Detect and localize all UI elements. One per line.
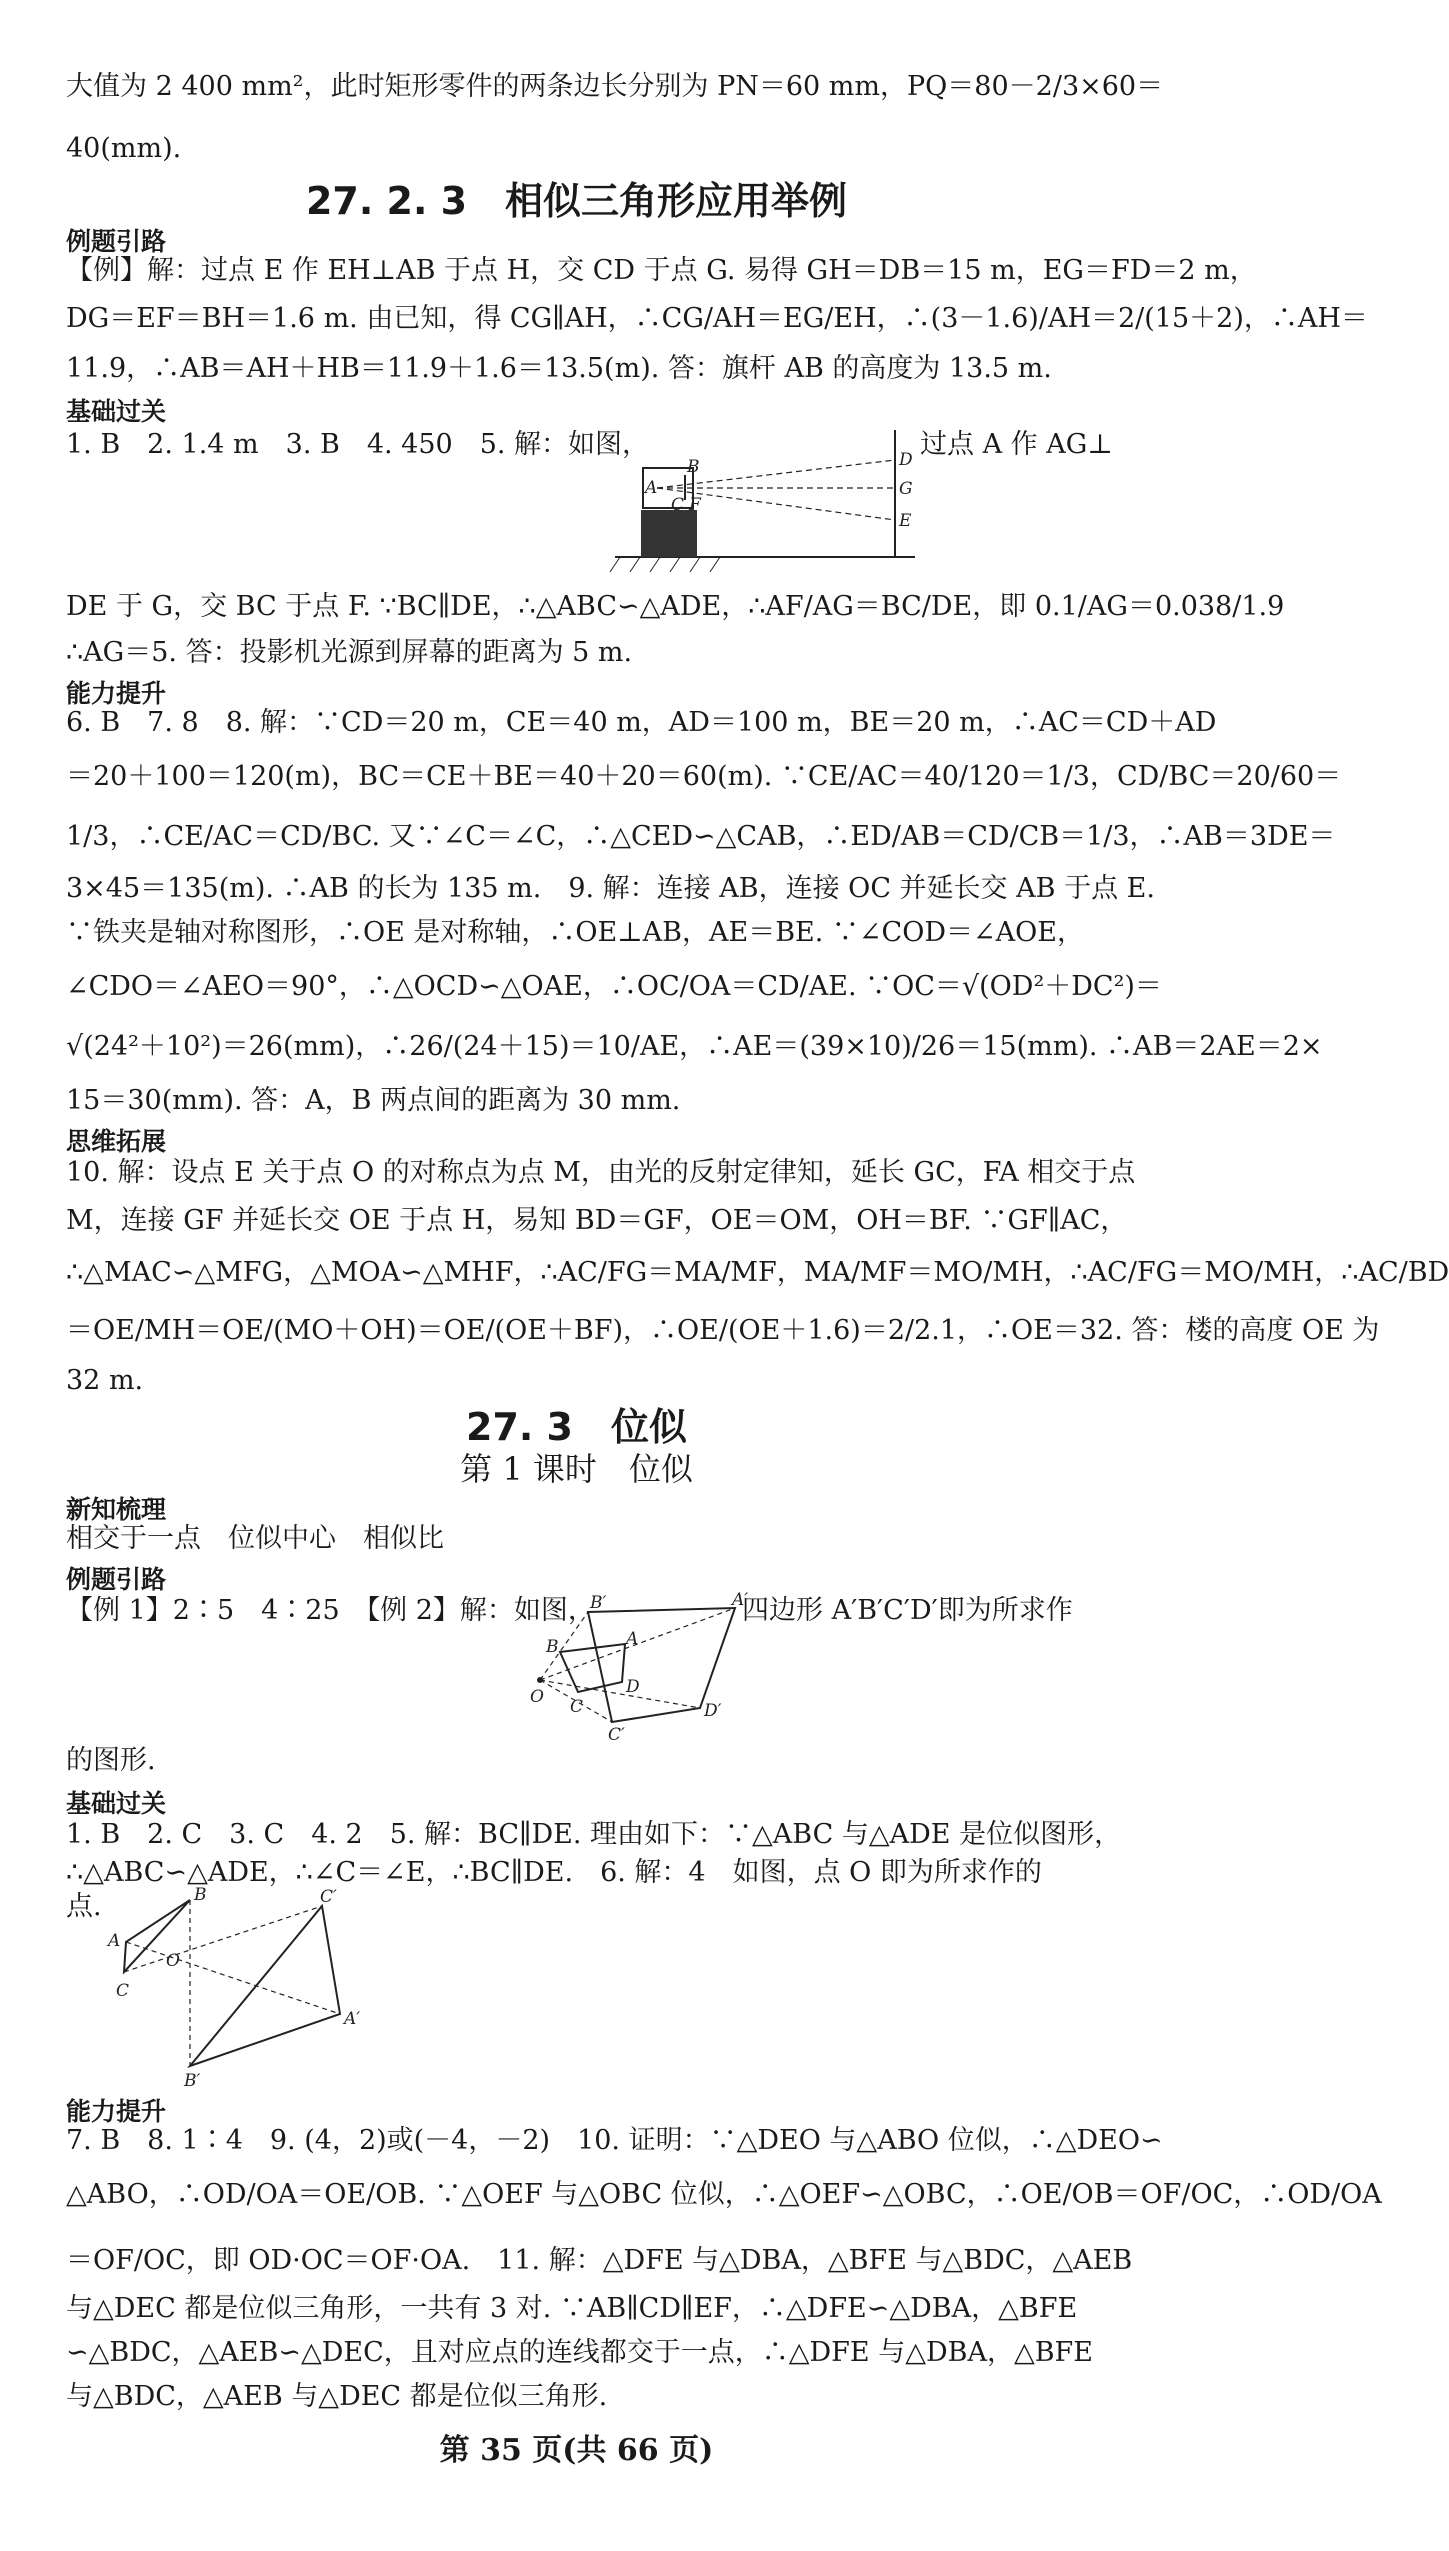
fig-label: B′ [590, 1593, 607, 1613]
fig-label: B′ [184, 2071, 201, 2091]
fig-label-c: C [671, 495, 685, 515]
fig-label: O [530, 1687, 544, 1707]
text-line: √(24²＋10²)＝26(mm)，∴26/(24＋15)＝10/AE，∴AE＝(39×10)/26＝15(mm). ∴AB＝2AE＝2× [66, 1031, 1323, 1062]
section-heading: 思维拓展 [66, 1127, 167, 1156]
fig-label-g: G [899, 479, 913, 499]
text-line: 1/3，∴CE/AC＝CD/BC. 又∵∠C＝∠C，∴△CED∽△CAB，∴ED/AB＝CD/CB＝1/3，∴AB＝3DE＝ [66, 821, 1336, 852]
fig-label: C [570, 1697, 584, 1717]
text-line: 6. B 7. 8 8. 解：∵CD＝20 m，CE＝40 m，AD＝100 m，BE＝20 m，∴AC＝CD＋AD [66, 707, 1217, 738]
text-line: ＝20＋100＝120(m)，BC＝CE＋BE＝40＋20＝60(m). ∵CE/AC＝40/120＝1/3，CD/BC＝20/60＝ [66, 761, 1342, 792]
text-line: △ABO，∴OD/OA＝OE/OB. ∵△OEF 与△OBC 位似，∴△OEF∽△OBC，∴OE/OB＝OF/OC，∴OD/OA [66, 2179, 1382, 2210]
text-line: ∴AG＝5. 答：投影机光源到屏幕的距离为 5 m. [66, 637, 633, 668]
fig-label: A [626, 1629, 639, 1649]
text-line: 相交于一点 位似中心 相似比 [66, 1523, 444, 1554]
text-line: 【例 1】2∶5 4∶25 【例 2】解：如图， [66, 1595, 595, 1626]
section-title: 27. 3 位似 [466, 1405, 687, 1449]
text-line: 与△DEC 都是位似三角形，一共有 3 对. ∵AB∥CD∥EF，∴△DFE∽△DBA，△BFE [66, 2293, 1078, 2324]
fig-label: B [194, 1885, 207, 1905]
section-heading: 基础过关 [66, 1789, 167, 1818]
fig-label: D′ [704, 1701, 722, 1721]
text-line: M，连接 GF 并延长交 OE 于点 H，易知 BD＝GF，OE＝OM，OH＝BF. ∵GF∥AC， [66, 1205, 1128, 1236]
homothety-figure-1 [530, 1580, 749, 1745]
section-heading: 例题引路 [66, 227, 167, 256]
text-line: 11.9，∴AB＝AH＋HB＝11.9＋1.6＝13.5(m). 答：旗杆 AB 的高度为 13.5 m. [66, 353, 1052, 384]
fig-label: A [108, 1931, 121, 1951]
fig-label: C′ [320, 1887, 337, 1907]
section-heading: 例题引路 [66, 1565, 167, 1594]
text-line: ＝OE/MH＝OE/(MO＋OH)＝OE/(OE＋BF)，∴OE/(OE＋1.6)＝2/2.1，∴OE＝32. 答：楼的高度 OE 为 [66, 1315, 1380, 1346]
text-line: 1. B 2. C 3. C 4. 2 5. 解：BC∥DE. 理由如下：∵△ABC 与△ADE 是位似图形， [66, 1819, 1122, 1850]
section-heading: 新知梳理 [66, 1495, 167, 1524]
fig-label: C [116, 1981, 130, 2001]
text-line: 32 m. [66, 1365, 144, 1396]
text-line: 15＝30(mm). 答：A，B 两点间的距离为 30 mm. [66, 1085, 681, 1116]
text-line: ∠CDO＝∠AEO＝90°，∴△OCD∽△OAE，∴OC/OA＝CD/AE. ∵OC＝√(OD²＋DC²)＝ [66, 971, 1162, 1002]
text-line: 四边形 A′B′C′D′即为所求作 [742, 1595, 1073, 1626]
text-line: ∽△BDC，△AEB∽△DEC，且对应点的连线都交于一点，∴△DFE 与△DBA，△BFE [66, 2337, 1093, 2368]
text-line: 3×45＝135(m). ∴AB 的长为 135 m. 9. 解：连接 AB，连接 OC 并延长交 AB 于点 E. [66, 873, 1155, 904]
section-title: 27. 2. 3 相似三角形应用举例 [305, 179, 848, 223]
fig-label: A′ [732, 1590, 749, 1610]
fig-label-b: B [687, 457, 700, 477]
text-line: 的图形. [66, 1745, 156, 1776]
text-line: 【例】解：过点 E 作 EH⊥AB 于点 H，交 CD 于点 G. 易得 GH＝DB＝15 m，EG＝FD＝2 m， [66, 255, 1257, 286]
section-heading: 能力提升 [66, 679, 167, 708]
text-line: 40(mm). [66, 133, 182, 164]
text-line: 1. B 2. 1.4 m 3. B 4. 450 5. 解：如图， [66, 429, 650, 460]
homothety-figure-2 [100, 1885, 380, 2093]
text-line: 大值为 2 400 mm²，此时矩形零件的两条边长分别为 PN＝60 mm，PQ＝80－2/3×60＝ [66, 71, 1164, 102]
fig-label: C′ [608, 1725, 625, 1745]
section-heading: 基础过关 [66, 397, 167, 426]
fig-label: D [626, 1677, 640, 1697]
text-line: ＝OF/OC，即 OD·OC＝OF·OA. 11. 解：△DFE 与△DBA，△BFE 与△BDC，△AEB [66, 2245, 1133, 2276]
fig-label-a: A [645, 478, 658, 498]
fig-label: A′ [344, 2009, 361, 2029]
text-line: ∴△ABC∽△ADE，∴∠C＝∠E，∴BC∥DE. 6. 解：4 如图，点 O 即为所求作的 [66, 1857, 1042, 1888]
text-line: 10. 解：设点 E 关于点 O 的对称点为点 M，由光的反射定律知，延长 GC，FA 相交于点 [66, 1157, 1136, 1188]
text-line: 与△BDC，△AEB 与△DEC 都是位似三角形. [66, 2381, 608, 2412]
fig-label: B [546, 1637, 559, 1657]
text-line: ∴△MAC∽△MFG，△MOA∽△MHF，∴AC/FG＝MA/MF，MA/MF＝MO/MH，∴AC/FG＝MO/MH，∴AC/BD [66, 1257, 1449, 1288]
fig-label-f: F [689, 495, 701, 515]
fig-label-e: E [899, 511, 912, 531]
text-line: ∵铁夹是轴对称图形，∴OE 是对称轴，∴OE⊥AB，AE＝BE. ∵∠COD＝∠AOE， [66, 917, 1084, 948]
page-footer: 第 35 页(共 66 页) [439, 2433, 714, 2468]
section-heading: 能力提升 [66, 2097, 167, 2126]
fig-label-d: D [899, 450, 913, 470]
text-line: DG＝EF＝BH＝1.6 m. 由已知，得 CG∥AH，∴CG/AH＝EG/EH，∴(3－1.6)/AH＝2/(15＋2)，∴AH＝ [66, 303, 1368, 334]
text-line: 7. B 8. 1∶4 9. (4，2)或(－4，－2) 10. 证明：∵△DEO 与△ABO 位似，∴△DEO∽ [66, 2125, 1163, 2156]
text-line: 点. [66, 1891, 102, 1922]
fig-label: O [166, 1951, 180, 1971]
text-line: 过点 A 作 AG⊥ [920, 429, 1113, 460]
text-line: DE 于 G，交 BC 于点 F. ∵BC∥DE，∴△ABC∽△ADE，∴AF/AG＝BC/DE，即 0.1/AG＝0.038/1.9 [66, 591, 1285, 622]
lesson-title: 第 1 课时 位似 [460, 1450, 693, 1488]
projector-figure [615, 420, 915, 580]
